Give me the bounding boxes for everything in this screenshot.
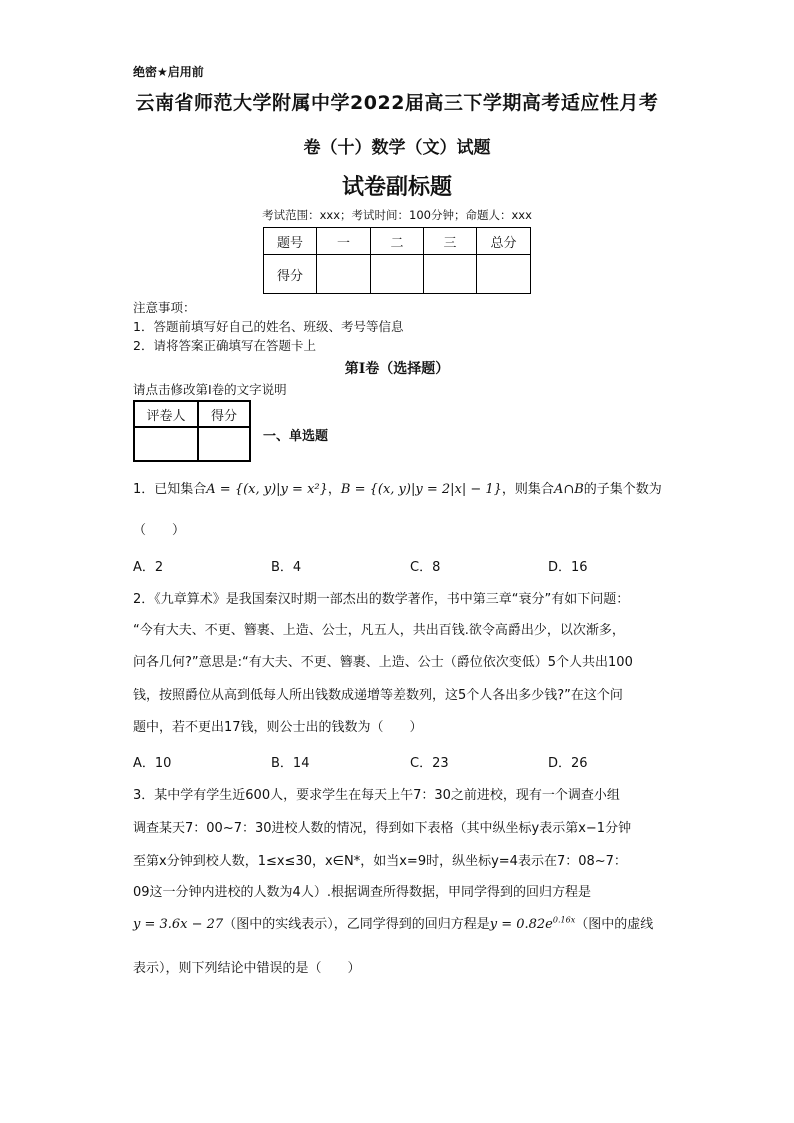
grader-cell: [134, 427, 198, 461]
q3-equation-exp-base: y = 0.82e: [489, 917, 553, 932]
score-header-cell: 三: [424, 228, 477, 255]
q1-set-a: A = {(x, y)|y = x²}: [206, 482, 328, 497]
q1-separator: ，: [327, 482, 341, 497]
exam-info: 考试范围：xxx；考试时间：100分钟；命题人：xxx: [262, 208, 532, 222]
q3-equation-linear: y = 3.6x − 27: [133, 917, 224, 932]
score-header-cell: 题号: [264, 228, 317, 255]
score-cell: [424, 255, 477, 294]
confidential-mark: 绝密★启用前: [133, 65, 204, 79]
q3-line: 至第x分钟到校人数，1≤x≤30，x∈N*，如当x=9时，纵坐标y=4表示在7：08~7：: [133, 854, 627, 869]
q3-equation-exp: [490, 917, 575, 932]
q3-line: 调查某天7：00~7：30进校人数的情况，得到如下表格（其中纵坐标y表示第x−1分钟: [133, 821, 632, 836]
q2-line: 钱，按照爵位从高到低每人所出钱数成递增等差数列，这5个人各出多少钱?”在这个问: [133, 688, 623, 703]
q2-line: 2．《九章算术》是我国秦汉时期一部杰出的数学著作，书中第三章“衰分”有如下问题：: [133, 592, 630, 607]
q3-equation-line: [133, 913, 653, 932]
q1-option-b: B．4: [271, 560, 302, 575]
grader-table: [133, 400, 251, 462]
notes-title: 注意事项：: [133, 300, 196, 315]
q2-option-b: B．14: [271, 756, 310, 771]
q2-line: 问各几何?”意思是:“有大夫、不更、簪裹、上造、公士（爵位依次变低）5个人共出100: [133, 655, 633, 670]
q2-option-c: C．23: [410, 756, 449, 771]
q3-text: （图中的虚线: [575, 917, 654, 932]
notes-item: 1．答题前填写好自己的姓名、班级、考号等信息: [133, 319, 404, 334]
notes-item: 2．请将答案正确填写在答题卡上: [133, 338, 316, 353]
score-header-cell: 一: [317, 228, 371, 255]
score-cell: [477, 255, 531, 294]
grader-cell: [198, 427, 250, 461]
q1-text: 的子集个数为: [583, 482, 662, 497]
section-title: 第I卷（选择题）: [344, 361, 450, 377]
q3-line: 表示），则下列结论中错误的是（ ）: [133, 961, 361, 976]
q3-text: （图中的实线表示），乙同学得到的回归方程是: [223, 917, 490, 932]
question-1-stem: [133, 478, 662, 497]
q1-set-b: B = {(x, y)|y = 2|x| − 1}: [340, 482, 502, 497]
q1-option-a: A．2: [133, 560, 164, 575]
notes: [133, 298, 403, 355]
q1-intersection: A∩B: [553, 482, 584, 497]
q3-line: 09这一分钟内进校的人数为4人）.根据调查所得数据，甲同学得到的回归方程是: [133, 885, 591, 900]
q1-option-d: D．16: [548, 560, 588, 575]
score-table: [263, 227, 531, 294]
score-cell: [371, 255, 424, 294]
q3-equation-exp-power: 0.16x: [552, 915, 576, 925]
q3-line: 3．某中学有学生近600人，要求学生在每天上午7：30之前进校，现有一个调查小组: [133, 788, 620, 803]
grader-header-cell: 得分: [198, 401, 250, 427]
exam-subtitle: 试卷副标题: [341, 175, 452, 200]
q2-option-d: D．26: [548, 756, 588, 771]
q1-text: 1．已知集合: [133, 482, 207, 497]
score-header-cell: 总分: [477, 228, 531, 255]
grader-header-cell: 评卷人: [134, 401, 198, 427]
question-type-heading: 一、单选题: [263, 429, 329, 444]
q2-option-a: A．10: [133, 756, 172, 771]
q2-line: “今有大夫、不更、簪裹、上造、公士，凡五人，共出百钱.欲令高爵出少，以次渐多，: [133, 623, 625, 638]
exam-title-line2: 卷（十）数学（文）试题: [303, 138, 491, 158]
q1-text: ，则集合: [501, 482, 554, 497]
question-1-paren: （ ）: [133, 523, 186, 538]
score-header-cell: 二: [371, 228, 424, 255]
score-cell: [317, 255, 371, 294]
q1-option-c: C．8: [410, 560, 441, 575]
q2-line: 题中，若不更出17钱，则公士出的钱数为（ ）: [133, 720, 423, 735]
section-description: 请点击修改第I卷的文字说明: [133, 382, 287, 397]
score-row-label: 得分: [264, 255, 317, 294]
exam-title-line1: 云南省师范大学附属中学2022届高三下学期高考适应性月考: [135, 92, 659, 114]
